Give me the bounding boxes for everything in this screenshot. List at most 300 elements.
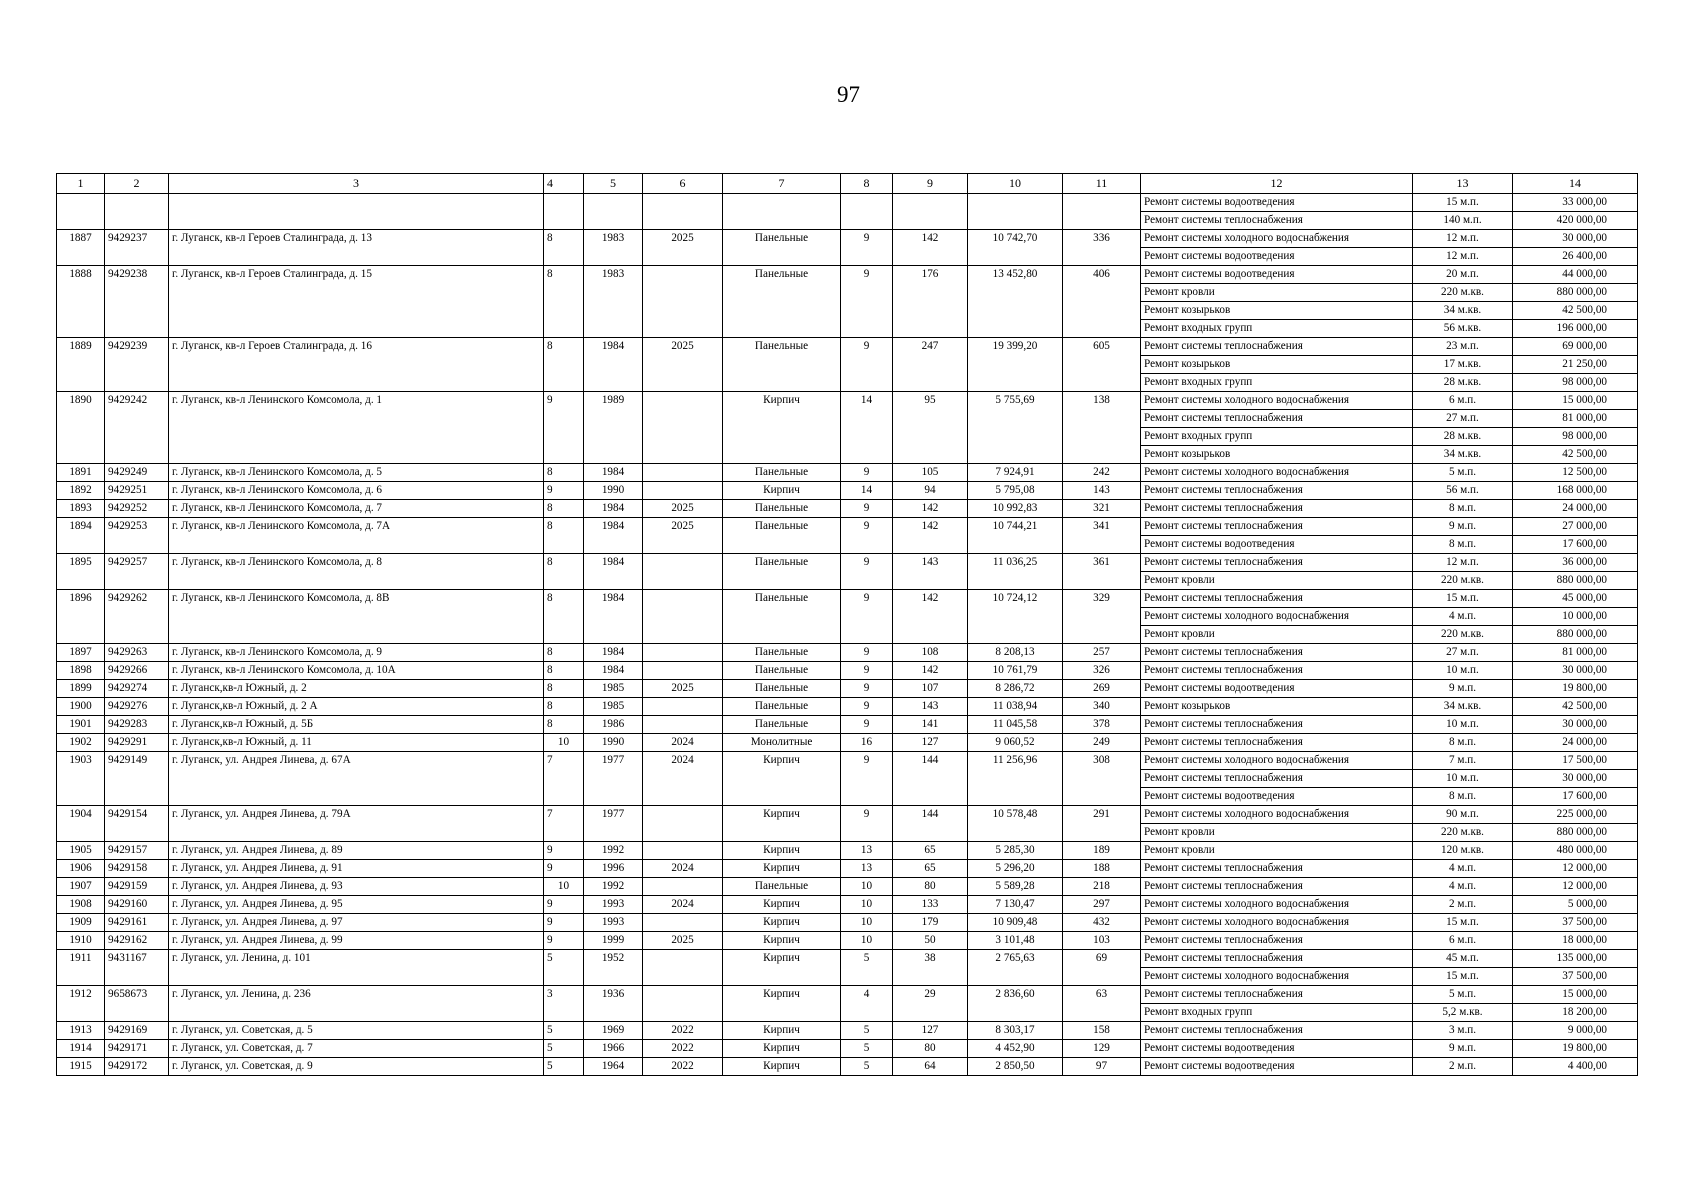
- floors-cell: [841, 428, 893, 446]
- year-planned-cell: [643, 284, 723, 302]
- year-planned-cell: 2024: [643, 734, 723, 752]
- work-volume-cell: 8 м.п.: [1413, 536, 1513, 554]
- work-type-cell: Ремонт системы теплоснабжения: [1141, 662, 1413, 680]
- record-number: [57, 284, 105, 302]
- year-built-cell: 1993: [584, 914, 643, 932]
- year-built-cell: 1985: [584, 698, 643, 716]
- table-subrow: [57, 572, 1638, 590]
- record-number: 1897: [57, 644, 105, 662]
- work-volume-cell: 34 м.кв.: [1413, 446, 1513, 464]
- column-header: 7: [723, 174, 841, 194]
- wall-material-cell: [723, 824, 841, 842]
- work-volume-cell: 56 м.п.: [1413, 482, 1513, 500]
- table-subrow: [57, 212, 1638, 230]
- year-built-cell: [584, 770, 643, 788]
- floors-cell: [841, 320, 893, 338]
- work-type-cell: Ремонт кровли: [1141, 626, 1413, 644]
- area-cell: 11 256,96: [968, 752, 1063, 770]
- year-planned-cell: 2025: [643, 338, 723, 356]
- floors-cell: 9: [841, 752, 893, 770]
- floors-cell: 9: [841, 230, 893, 248]
- year-planned-cell: 2025: [643, 932, 723, 950]
- wall-material-cell: Монолитные: [723, 734, 841, 752]
- work-cost-cell: 10 000,00: [1513, 608, 1638, 626]
- work-type-cell: Ремонт входных групп: [1141, 1004, 1413, 1022]
- col9-cell: [893, 374, 968, 392]
- work-volume-cell: 6 м.п.: [1413, 392, 1513, 410]
- address-cell: г. Луганск, ул. Андрея Линева, д. 67А: [169, 752, 544, 770]
- work-volume-cell: 17 м.кв.: [1413, 356, 1513, 374]
- building-id: 9431167: [105, 950, 169, 968]
- col11-cell: 406: [1063, 266, 1141, 284]
- building-id: 9429251: [105, 482, 169, 500]
- table-row: [57, 518, 1638, 536]
- page-number: 97: [837, 82, 860, 107]
- floors-cell: 5: [841, 1058, 893, 1076]
- year-built-cell: 1989: [584, 392, 643, 410]
- col11-cell: 321: [1063, 500, 1141, 518]
- col9-cell: [893, 410, 968, 428]
- col9-cell: 127: [893, 734, 968, 752]
- work-type-cell: Ремонт входных групп: [1141, 428, 1413, 446]
- table-row: [57, 806, 1638, 824]
- work-type-cell: Ремонт системы теплоснабжения: [1141, 410, 1413, 428]
- record-number: 1915: [57, 1058, 105, 1076]
- table-row: [57, 1058, 1638, 1076]
- work-type-cell: Ремонт системы теплоснабжения: [1141, 1022, 1413, 1040]
- work-type-cell: Ремонт системы теплоснабжения: [1141, 950, 1413, 968]
- work-volume-cell: 90 м.п.: [1413, 806, 1513, 824]
- address-cell: [169, 788, 544, 806]
- year-built-cell: [584, 968, 643, 986]
- building-id: [105, 428, 169, 446]
- column-header: 5: [584, 174, 643, 194]
- work-volume-cell: 4 м.п.: [1413, 860, 1513, 878]
- table-row: [57, 716, 1638, 734]
- record-number: 1891: [57, 464, 105, 482]
- work-volume-cell: 12 м.п.: [1413, 248, 1513, 266]
- area-cell: [968, 248, 1063, 266]
- col4-cell: 8: [544, 338, 584, 356]
- col11-cell: 257: [1063, 644, 1141, 662]
- floors-cell: 13: [841, 842, 893, 860]
- work-cost-cell: 17 600,00: [1513, 536, 1638, 554]
- floors-cell: 5: [841, 950, 893, 968]
- work-cost-cell: 37 500,00: [1513, 914, 1638, 932]
- year-planned-cell: 2025: [643, 680, 723, 698]
- wall-material-cell: Кирпич: [723, 482, 841, 500]
- work-volume-cell: 2 м.п.: [1413, 896, 1513, 914]
- area-cell: [968, 284, 1063, 302]
- col11-cell: 63: [1063, 986, 1141, 1004]
- building-id: 9429257: [105, 554, 169, 572]
- col9-cell: 141: [893, 716, 968, 734]
- year-planned-cell: [643, 194, 723, 212]
- col9-cell: 133: [893, 896, 968, 914]
- year-built-cell: 1977: [584, 806, 643, 824]
- address-cell: г. Луганск, ул. Андрея Линева, д. 99: [169, 932, 544, 950]
- floors-cell: 14: [841, 392, 893, 410]
- work-type-cell: Ремонт системы теплоснабжения: [1141, 860, 1413, 878]
- work-cost-cell: 18 200,00: [1513, 1004, 1638, 1022]
- building-id: 9429158: [105, 860, 169, 878]
- work-cost-cell: 30 000,00: [1513, 770, 1638, 788]
- work-type-cell: Ремонт системы теплоснабжения: [1141, 212, 1413, 230]
- building-id: [105, 212, 169, 230]
- year-built-cell: [584, 248, 643, 266]
- area-cell: 5 589,28: [968, 878, 1063, 896]
- year-planned-cell: [643, 968, 723, 986]
- year-planned-cell: 2022: [643, 1058, 723, 1076]
- col11-cell: [1063, 248, 1141, 266]
- col9-cell: 144: [893, 752, 968, 770]
- wall-material-cell: Панельные: [723, 644, 841, 662]
- work-cost-cell: 135 000,00: [1513, 950, 1638, 968]
- table-row: [57, 896, 1638, 914]
- year-built-cell: 1984: [584, 500, 643, 518]
- floors-cell: [841, 608, 893, 626]
- building-id: 9429149: [105, 752, 169, 770]
- work-volume-cell: 5 м.п.: [1413, 986, 1513, 1004]
- year-planned-cell: 2025: [643, 518, 723, 536]
- address-cell: [169, 1004, 544, 1022]
- table-row: [57, 230, 1638, 248]
- record-number: [57, 410, 105, 428]
- work-cost-cell: 12 500,00: [1513, 464, 1638, 482]
- work-volume-cell: 4 м.п.: [1413, 608, 1513, 626]
- column-header: 8: [841, 174, 893, 194]
- table-subrow: [57, 788, 1638, 806]
- work-cost-cell: 168 000,00: [1513, 482, 1638, 500]
- col9-cell: 142: [893, 590, 968, 608]
- year-planned-cell: 2022: [643, 1040, 723, 1058]
- col9-cell: [893, 968, 968, 986]
- table-row: [57, 590, 1638, 608]
- table-row: [57, 878, 1638, 896]
- work-cost-cell: 18 000,00: [1513, 932, 1638, 950]
- year-built-cell: [584, 428, 643, 446]
- address-cell: г. Луганск, кв-л Ленинского Комсомола, д. 9: [169, 644, 544, 662]
- col4-cell: 9: [544, 842, 584, 860]
- table-row: [57, 500, 1638, 518]
- floors-cell: [841, 824, 893, 842]
- table-subrow: [57, 968, 1638, 986]
- record-number: 1903: [57, 752, 105, 770]
- col11-cell: 103: [1063, 932, 1141, 950]
- floors-cell: 9: [841, 590, 893, 608]
- record-number: 1904: [57, 806, 105, 824]
- floors-cell: [841, 356, 893, 374]
- address-cell: г. Луганск,кв-л Южный, д. 5Б: [169, 716, 544, 734]
- floors-cell: 10: [841, 914, 893, 932]
- floors-cell: 9: [841, 716, 893, 734]
- year-built-cell: 1999: [584, 932, 643, 950]
- address-cell: г. Луганск, кв-л Ленинского Комсомола, д. 8: [169, 554, 544, 572]
- floors-cell: [841, 248, 893, 266]
- col9-cell: [893, 284, 968, 302]
- col4-cell: 8: [544, 464, 584, 482]
- table-subrow: [57, 536, 1638, 554]
- address-cell: г. Луганск, кв-л Ленинского Комсомола, д. 7: [169, 500, 544, 518]
- table-row: [57, 698, 1638, 716]
- building-id: [105, 626, 169, 644]
- area-cell: [968, 356, 1063, 374]
- area-cell: 8 208,13: [968, 644, 1063, 662]
- col11-cell: 97: [1063, 1058, 1141, 1076]
- wall-material-cell: Кирпич: [723, 392, 841, 410]
- record-number: 1888: [57, 266, 105, 284]
- work-volume-cell: 2 м.п.: [1413, 1058, 1513, 1076]
- col4-cell: [544, 410, 584, 428]
- col4-cell: 8: [544, 554, 584, 572]
- address-cell: [169, 302, 544, 320]
- year-built-cell: 1969: [584, 1022, 643, 1040]
- floors-cell: 4: [841, 986, 893, 1004]
- address-cell: г. Луганск,кв-л Южный, д. 2: [169, 680, 544, 698]
- work-cost-cell: 24 000,00: [1513, 500, 1638, 518]
- record-number: 1899: [57, 680, 105, 698]
- work-volume-cell: 220 м.кв.: [1413, 626, 1513, 644]
- building-id: 9429154: [105, 806, 169, 824]
- col11-cell: 158: [1063, 1022, 1141, 1040]
- col11-cell: [1063, 284, 1141, 302]
- work-cost-cell: 5 000,00: [1513, 896, 1638, 914]
- work-type-cell: Ремонт системы теплоснабжения: [1141, 932, 1413, 950]
- col11-cell: 361: [1063, 554, 1141, 572]
- work-cost-cell: 42 500,00: [1513, 446, 1638, 464]
- address-cell: г. Луганск, кв-л Героев Сталинграда, д. 15: [169, 266, 544, 284]
- area-cell: 5 296,20: [968, 860, 1063, 878]
- col11-cell: [1063, 428, 1141, 446]
- year-planned-cell: [643, 356, 723, 374]
- table-subrow: [57, 320, 1638, 338]
- col4-cell: [544, 788, 584, 806]
- record-number: [57, 788, 105, 806]
- year-built-cell: [584, 824, 643, 842]
- col9-cell: [893, 446, 968, 464]
- work-type-cell: Ремонт системы холодного водоснабжения: [1141, 914, 1413, 932]
- work-cost-cell: 225 000,00: [1513, 806, 1638, 824]
- area-cell: 5 795,08: [968, 482, 1063, 500]
- col9-cell: 144: [893, 806, 968, 824]
- wall-material-cell: Панельные: [723, 338, 841, 356]
- wall-material-cell: [723, 446, 841, 464]
- work-type-cell: Ремонт системы водоотведения: [1141, 680, 1413, 698]
- wall-material-cell: Панельные: [723, 590, 841, 608]
- table-subrow: [57, 446, 1638, 464]
- col9-cell: [893, 302, 968, 320]
- col4-cell: [544, 302, 584, 320]
- year-planned-cell: [643, 842, 723, 860]
- col4-cell: [544, 572, 584, 590]
- col9-cell: 65: [893, 842, 968, 860]
- area-cell: 8 286,72: [968, 680, 1063, 698]
- floors-cell: 9: [841, 266, 893, 284]
- work-volume-cell: 34 м.кв.: [1413, 302, 1513, 320]
- building-id: 9658673: [105, 986, 169, 1004]
- wall-material-cell: [723, 302, 841, 320]
- work-type-cell: Ремонт системы теплоснабжения: [1141, 878, 1413, 896]
- col11-cell: [1063, 212, 1141, 230]
- col9-cell: 94: [893, 482, 968, 500]
- col4-cell: [544, 968, 584, 986]
- work-cost-cell: 24 000,00: [1513, 734, 1638, 752]
- record-number: 1905: [57, 842, 105, 860]
- col4-cell: [544, 1004, 584, 1022]
- wall-material-cell: Панельные: [723, 680, 841, 698]
- table-subrow: [57, 824, 1638, 842]
- area-cell: 10 992,83: [968, 500, 1063, 518]
- col4-cell: [544, 824, 584, 842]
- col11-cell: 378: [1063, 716, 1141, 734]
- year-planned-cell: [643, 770, 723, 788]
- col9-cell: 142: [893, 230, 968, 248]
- year-built-cell: [584, 302, 643, 320]
- record-number: [57, 302, 105, 320]
- wall-material-cell: [723, 320, 841, 338]
- year-planned-cell: [643, 806, 723, 824]
- work-cost-cell: 98 000,00: [1513, 428, 1638, 446]
- work-type-cell: Ремонт системы холодного водоснабжения: [1141, 230, 1413, 248]
- table-row: [57, 950, 1638, 968]
- table-subrow: [57, 356, 1638, 374]
- col4-cell: 7: [544, 752, 584, 770]
- floors-cell: [841, 1004, 893, 1022]
- year-built-cell: 1986: [584, 716, 643, 734]
- building-id: [105, 356, 169, 374]
- address-cell: г. Луганск, кв-л Ленинского Комсомола, д. 7А: [169, 518, 544, 536]
- col9-cell: [893, 248, 968, 266]
- wall-material-cell: [723, 212, 841, 230]
- area-cell: 2 850,50: [968, 1058, 1063, 1076]
- work-cost-cell: 880 000,00: [1513, 626, 1638, 644]
- floors-cell: 10: [841, 932, 893, 950]
- work-type-cell: Ремонт входных групп: [1141, 320, 1413, 338]
- address-cell: [169, 212, 544, 230]
- year-built-cell: 1984: [584, 644, 643, 662]
- year-built-cell: 1983: [584, 230, 643, 248]
- floors-cell: 16: [841, 734, 893, 752]
- record-number: [57, 194, 105, 212]
- wall-material-cell: Кирпич: [723, 860, 841, 878]
- wall-material-cell: [723, 194, 841, 212]
- col11-cell: 188: [1063, 860, 1141, 878]
- building-id: [105, 824, 169, 842]
- building-id: 9429237: [105, 230, 169, 248]
- work-volume-cell: 220 м.кв.: [1413, 824, 1513, 842]
- record-number: [57, 248, 105, 266]
- col4-cell: [544, 626, 584, 644]
- record-number: [57, 428, 105, 446]
- wall-material-cell: [723, 788, 841, 806]
- col11-cell: 69: [1063, 950, 1141, 968]
- wall-material-cell: Панельные: [723, 500, 841, 518]
- col4-cell: 5: [544, 1058, 584, 1076]
- area-cell: 10 761,79: [968, 662, 1063, 680]
- wall-material-cell: Панельные: [723, 662, 841, 680]
- floors-cell: 13: [841, 860, 893, 878]
- table-body: [57, 194, 1638, 1076]
- year-built-cell: 1984: [584, 518, 643, 536]
- building-id: [105, 968, 169, 986]
- table-subrow: [57, 302, 1638, 320]
- area-cell: 5 285,30: [968, 842, 1063, 860]
- col4-cell: 9: [544, 914, 584, 932]
- year-built-cell: 1984: [584, 554, 643, 572]
- col9-cell: [893, 536, 968, 554]
- col11-cell: 432: [1063, 914, 1141, 932]
- col4-cell: 9: [544, 932, 584, 950]
- record-number: [57, 1004, 105, 1022]
- building-id: 9429263: [105, 644, 169, 662]
- work-cost-cell: 196 000,00: [1513, 320, 1638, 338]
- work-volume-cell: 45 м.п.: [1413, 950, 1513, 968]
- wall-material-cell: Кирпич: [723, 932, 841, 950]
- work-volume-cell: 9 м.п.: [1413, 1040, 1513, 1058]
- wall-material-cell: [723, 626, 841, 644]
- col9-cell: 143: [893, 554, 968, 572]
- work-type-cell: Ремонт системы холодного водоснабжения: [1141, 896, 1413, 914]
- year-built-cell: 1936: [584, 986, 643, 1004]
- building-id: [105, 320, 169, 338]
- table-row: [57, 842, 1638, 860]
- col11-cell: [1063, 194, 1141, 212]
- year-built-cell: 1983: [584, 266, 643, 284]
- work-type-cell: Ремонт системы теплоснабжения: [1141, 734, 1413, 752]
- table-row: [57, 266, 1638, 284]
- year-built-cell: 1977: [584, 752, 643, 770]
- work-type-cell: Ремонт системы холодного водоснабжения: [1141, 392, 1413, 410]
- address-cell: [169, 410, 544, 428]
- record-number: [57, 608, 105, 626]
- work-cost-cell: 42 500,00: [1513, 302, 1638, 320]
- column-header: 13: [1413, 174, 1513, 194]
- work-type-cell: Ремонт системы водоотведения: [1141, 536, 1413, 554]
- building-id: [105, 788, 169, 806]
- col9-cell: [893, 212, 968, 230]
- area-cell: 10 744,21: [968, 518, 1063, 536]
- col9-cell: 38: [893, 950, 968, 968]
- record-number: [57, 824, 105, 842]
- table-row: [57, 644, 1638, 662]
- building-id: [105, 1004, 169, 1022]
- year-built-cell: 1984: [584, 662, 643, 680]
- col4-cell: 9: [544, 860, 584, 878]
- col4-cell: 8: [544, 590, 584, 608]
- col9-cell: 142: [893, 500, 968, 518]
- year-planned-cell: [643, 554, 723, 572]
- area-cell: 7 924,91: [968, 464, 1063, 482]
- column-header: 11: [1063, 174, 1141, 194]
- address-cell: [169, 356, 544, 374]
- building-id: 9429169: [105, 1022, 169, 1040]
- table-row: [57, 860, 1638, 878]
- record-number: 1898: [57, 662, 105, 680]
- floors-cell: [841, 194, 893, 212]
- work-type-cell: Ремонт системы водоотведения: [1141, 788, 1413, 806]
- work-volume-cell: 220 м.кв.: [1413, 284, 1513, 302]
- col11-cell: 336: [1063, 230, 1141, 248]
- floors-cell: [841, 212, 893, 230]
- building-id: 9429242: [105, 392, 169, 410]
- year-planned-cell: [643, 266, 723, 284]
- col11-cell: 341: [1063, 518, 1141, 536]
- work-type-cell: Ремонт системы теплоснабжения: [1141, 518, 1413, 536]
- building-id: [105, 410, 169, 428]
- record-number: 1902: [57, 734, 105, 752]
- address-cell: г. Луганск, ул. Советская, д. 7: [169, 1040, 544, 1058]
- address-cell: [169, 770, 544, 788]
